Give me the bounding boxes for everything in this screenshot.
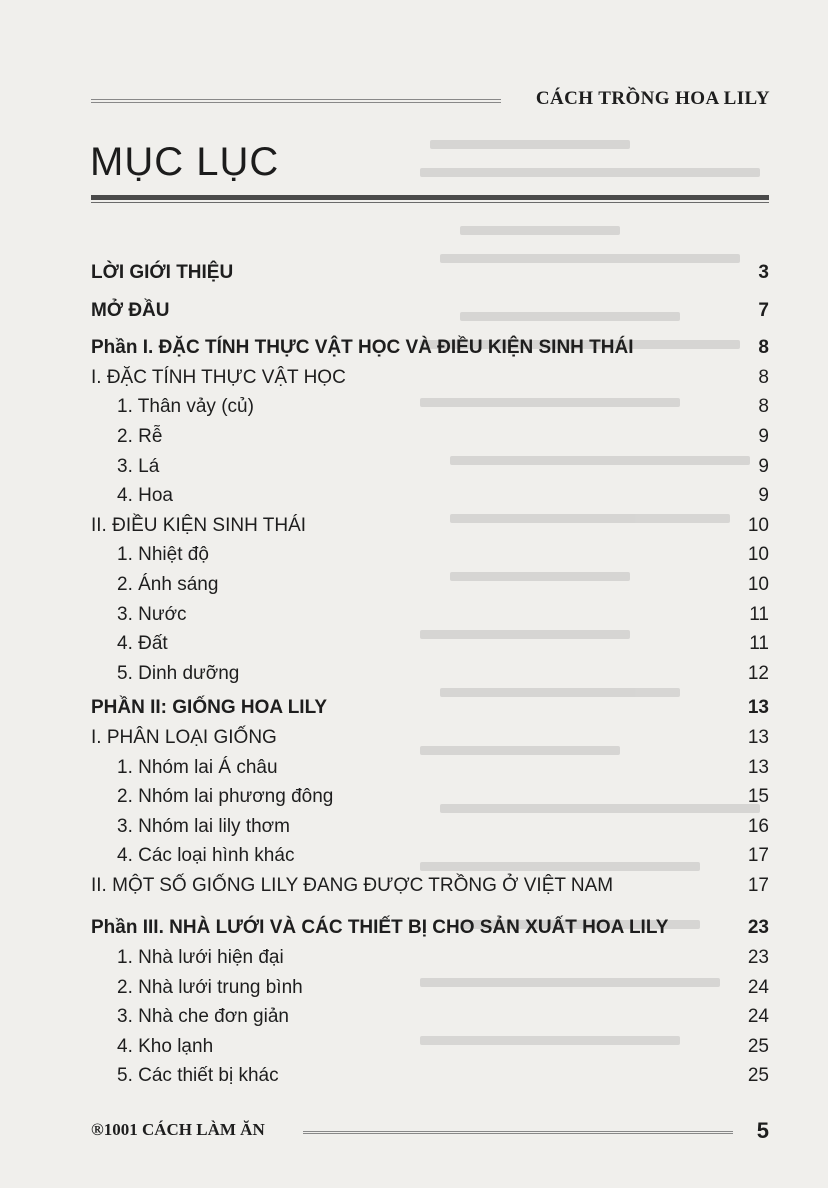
toc-entry-label: 3. Lá bbox=[117, 455, 160, 477]
toc-entry bbox=[91, 258, 769, 288]
toc-entry bbox=[91, 782, 769, 812]
toc-entry-label: 4. Hoa bbox=[117, 485, 173, 507]
toc-entry-page: 9 bbox=[758, 425, 769, 447]
toc-entry-label: 4. Các loại hình khác bbox=[117, 845, 295, 867]
toc-entry bbox=[91, 1032, 769, 1062]
toc-entry-page: 8 bbox=[758, 337, 769, 359]
toc-entry bbox=[91, 693, 769, 723]
toc-entry-page: 17 bbox=[747, 845, 769, 867]
toc-entry-page: 23 bbox=[747, 917, 769, 939]
toc-entry-page: 11 bbox=[749, 603, 769, 625]
toc-entry bbox=[91, 812, 769, 842]
toc-entry-label: 1. Nhiệt độ bbox=[117, 544, 209, 566]
toc-entry bbox=[91, 629, 769, 659]
footer-rule bbox=[303, 1131, 733, 1134]
toc-entry-label: 4. Kho lạnh bbox=[117, 1035, 214, 1057]
toc-entry bbox=[91, 570, 769, 600]
toc-entry-page: 12 bbox=[747, 662, 769, 684]
toc-entry-label: 1. Nhóm lai Á châu bbox=[117, 756, 278, 778]
toc-entry bbox=[91, 723, 769, 753]
toc-entry-page: 15 bbox=[747, 786, 769, 808]
toc-entry bbox=[91, 659, 769, 689]
toc-entry-page: 24 bbox=[747, 976, 769, 998]
toc-entry-label: Phần III. NHÀ LƯỚI VÀ CÁC THIẾT BỊ CHO SẢN XUẤT HOA LILY bbox=[91, 917, 669, 939]
page-number: 5 bbox=[756, 1118, 769, 1143]
toc-entry-page: 24 bbox=[747, 1006, 769, 1028]
toc-entry bbox=[91, 1061, 769, 1091]
toc-entry-page: 3 bbox=[758, 262, 769, 283]
toc-entry bbox=[91, 943, 769, 973]
toc-entry-page: 16 bbox=[747, 815, 769, 837]
toc-entry-page: 10 bbox=[747, 573, 769, 595]
toc-entry bbox=[91, 392, 769, 422]
toc-entry-label: I. PHÂN LOẠI GIỐNG bbox=[91, 726, 277, 748]
toc-entry bbox=[91, 296, 769, 326]
toc-entry-label: Phần I. ĐẶC TÍNH THỰC VẬT HỌC VÀ ĐIỀU KIỆN SINH THÁI bbox=[91, 337, 634, 359]
toc-entry-page: 13 bbox=[747, 697, 769, 719]
toc-entry-page: 7 bbox=[758, 299, 769, 321]
toc-entry bbox=[91, 333, 769, 363]
toc-entry-label: LỜI GIỚI THIỆU bbox=[91, 262, 234, 283]
toc-entry-label: 5. Dinh dưỡng bbox=[117, 662, 240, 684]
toc-entry bbox=[91, 753, 769, 783]
toc-entry bbox=[91, 913, 769, 943]
toc-entry-page: 8 bbox=[758, 396, 769, 418]
toc-entry-page: 25 bbox=[747, 1065, 769, 1087]
toc-entry-label: 2. Nhóm lai phương đông bbox=[117, 786, 334, 808]
toc-entry bbox=[91, 841, 769, 871]
toc-entry-label: 5. Các thiết bị khác bbox=[117, 1065, 279, 1087]
toc-entry bbox=[91, 1002, 769, 1032]
toc-entry-label: I. ĐẶC TÍNH THỰC VẬT HỌC bbox=[91, 366, 346, 388]
toc-entry-label: II. MỘT SỐ GIỐNG LILY ĐANG ĐƯỢC TRỒNG Ở VIỆT NAM bbox=[91, 874, 614, 896]
toc-entry-page: 13 bbox=[747, 756, 769, 778]
toc-entry-page: 9 bbox=[758, 455, 769, 477]
toc-title: MỤC LỤC bbox=[90, 140, 280, 184]
toc-entry-label: MỞ ĐẦU bbox=[91, 299, 170, 321]
footer-series: ®1001 CÁCH LÀM ĂN bbox=[91, 1120, 265, 1139]
toc-entry bbox=[91, 540, 769, 570]
toc-entry-page: 10 bbox=[747, 514, 769, 536]
toc-entry-label: 4. Đất bbox=[117, 633, 168, 655]
toc-entry bbox=[91, 600, 769, 630]
toc-entry-label: 2. Ánh sáng bbox=[117, 573, 219, 595]
table-of-contents bbox=[91, 258, 769, 1091]
toc-entry-label: 3. Nhà che đơn giản bbox=[117, 1006, 289, 1028]
title-rule bbox=[91, 195, 769, 204]
toc-entry-label: II. ĐIỀU KIỆN SINH THÁI bbox=[91, 514, 307, 536]
toc-entry bbox=[91, 481, 769, 511]
toc-entry-page: 9 bbox=[758, 485, 769, 507]
toc-entry-page: 10 bbox=[747, 544, 769, 566]
toc-entry-label: 2. Nhà lưới trung bình bbox=[117, 976, 303, 998]
toc-entry bbox=[91, 452, 769, 482]
running-title: CÁCH TRỒNG HOA LILY bbox=[535, 88, 770, 109]
toc-entry bbox=[91, 511, 769, 541]
header-rule bbox=[91, 99, 501, 103]
toc-entry-page: 11 bbox=[749, 633, 769, 655]
toc-entry-page: 13 bbox=[747, 726, 769, 748]
toc-entry-page: 23 bbox=[747, 947, 769, 969]
toc-entry bbox=[91, 363, 769, 393]
toc-entry-label: 1. Thân vảy (củ) bbox=[117, 396, 254, 418]
toc-entry-label: 3. Nước bbox=[117, 603, 187, 625]
toc-entry-label: PHẦN II: GIỐNG HOA LILY bbox=[91, 697, 328, 719]
toc-entry bbox=[91, 973, 769, 1003]
toc-entry-page: 17 bbox=[747, 874, 769, 896]
toc-entry bbox=[91, 871, 769, 901]
toc-entry bbox=[91, 422, 769, 452]
toc-entry-page: 8 bbox=[758, 366, 769, 388]
toc-entry-label: 1. Nhà lưới hiện đại bbox=[117, 947, 284, 969]
toc-entry-page: 25 bbox=[747, 1035, 769, 1057]
toc-entry-label: 2. Rễ bbox=[117, 425, 163, 447]
toc-entry-label: 3. Nhóm lai lily thơm bbox=[117, 815, 290, 837]
